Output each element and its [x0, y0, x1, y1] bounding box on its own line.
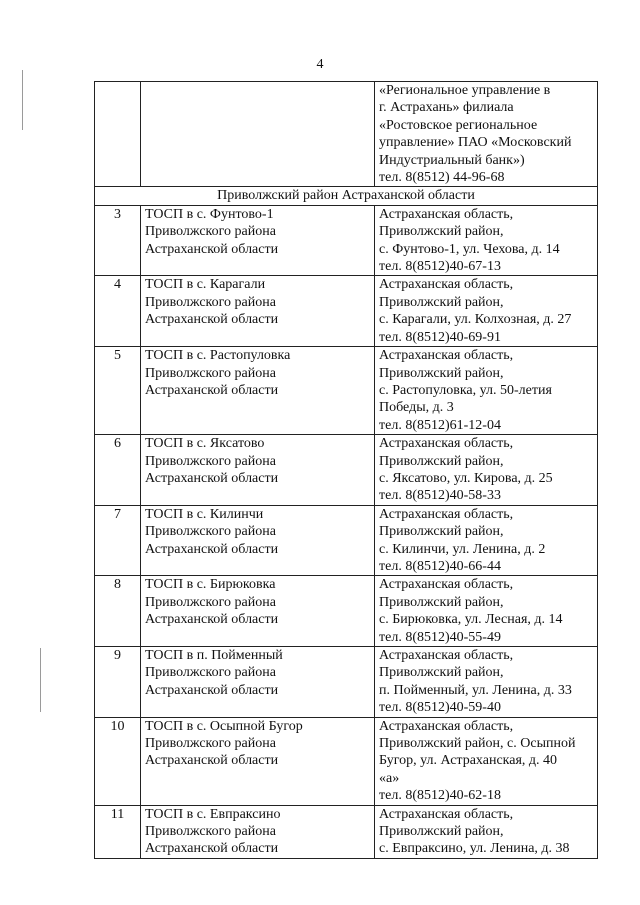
branch-name [141, 276, 375, 347]
branch-name [141, 647, 375, 718]
row-number: 10 [95, 717, 141, 805]
cell-text-line: с. Фунтово-1, ул. Чехова, д. 14 [379, 241, 560, 257]
branch-name [141, 347, 375, 435]
branch-address [375, 435, 598, 506]
cell-text-line: Приволжский район, [379, 224, 504, 240]
cell-text-line: Индустриальный банк») [379, 152, 525, 168]
cell-text-line: Астраханская область, [379, 206, 514, 222]
scan-artifact-mark [22, 70, 23, 130]
row-number: 5 [95, 347, 141, 435]
table-row [95, 276, 598, 347]
branch-address [375, 647, 598, 718]
branch-address [375, 347, 598, 435]
cell-text-line: Астраханской области [145, 470, 279, 486]
cell-text-line: Приволжский район, [379, 453, 504, 469]
cell-text-line: Астраханская область, [379, 506, 514, 522]
cell-text-line: ТОСП в с. Яксатово [145, 436, 265, 452]
cell-text-line: Приволжский район, [379, 824, 504, 840]
cell-text-line: Приволжского района [145, 594, 276, 610]
cell-text-line: Астраханской области [145, 841, 279, 857]
table-row [95, 647, 598, 718]
cell-text-line: тел. 8(8512)40-62-18 [379, 788, 501, 804]
cell-text-line: ТОСП в с. Карагали [145, 277, 266, 293]
scan-artifact-mark [40, 648, 41, 712]
cell-text-line: Приволжский район, с. Осыпной [379, 736, 576, 752]
cell-text-line: «Ростовское региональное [379, 117, 538, 133]
cell-text-line: с. Бирюковка, ул. Лесная, д. 14 [379, 612, 563, 628]
cell-text-line: Приволжского района [145, 294, 276, 310]
table-row [95, 347, 598, 435]
cell-text-line: п. Пойменный, ул. Ленина, д. 33 [379, 682, 572, 698]
cell-text-line: Астраханская область, [379, 348, 514, 364]
branch-address [375, 82, 598, 187]
cell-text-line: с. Карагали, ул. Колхозная, д. 27 [379, 312, 572, 328]
table-row-continued [95, 82, 598, 187]
cell-text-line: с. Килинчи, ул. Ленина, д. 2 [379, 541, 546, 557]
cell-text-line: г. Астрахань» филиала [379, 100, 514, 116]
branch-name [141, 805, 375, 858]
table-row [95, 435, 598, 506]
cell-text-line: тел. 8(8512)40-66-44 [379, 558, 501, 574]
cell-text-line: Приволжского района [145, 524, 276, 540]
cell-text-line: Астраханской области [145, 382, 279, 398]
cell-text-line: Победы, д. 3 [379, 400, 454, 416]
cell-text-line: тел. 8(8512)40-55-49 [379, 629, 501, 645]
cell-text-line: ТОСП в с. Растопуловка [145, 348, 291, 364]
branch-name [141, 82, 375, 187]
branch-address [375, 717, 598, 805]
row-number [95, 82, 141, 187]
cell-text-line: ТОСП в п. Пойменный [145, 648, 283, 663]
row-number: 3 [95, 205, 141, 276]
branch-name [141, 576, 375, 647]
cell-text-line: тел. 8(8512) 44-96-68 [379, 170, 505, 186]
cell-text-line: Астраханской области [145, 312, 279, 328]
table-row [95, 576, 598, 647]
row-number: 7 [95, 505, 141, 576]
cell-text-line: тел. 8(8512)40-58-33 [379, 488, 501, 504]
cell-text-line: Приволжского района [145, 665, 276, 681]
cell-text-line: тел. 8(8512)61-12-04 [379, 417, 501, 433]
cell-text-line: с. Евпраксино, ул. Ленина, д. 38 [379, 841, 570, 857]
cell-text-line: Приволжского района [145, 824, 276, 840]
cell-text-line: Бугор, ул. Астраханская, д. 40 [379, 753, 558, 769]
page-number: 4 [316, 57, 324, 72]
cell-text-line: Астраханской области [145, 753, 279, 769]
cell-text-line: Приволжского района [145, 453, 276, 469]
cell-text-line: Астраханская область, [379, 577, 514, 593]
section-title: Приволжский район Астраханской области [95, 187, 598, 205]
row-number: 9 [95, 647, 141, 718]
cell-text-line: Приволжский район, [379, 294, 504, 310]
table-row [95, 717, 598, 805]
branch-name [141, 205, 375, 276]
branch-address [375, 576, 598, 647]
cell-text-line: Астраханская область, [379, 436, 514, 452]
cell-text-line: Приволжский район, [379, 594, 504, 610]
table-row [95, 205, 598, 276]
cell-text-line: Астраханская область, [379, 806, 514, 822]
cell-text-line: Приволжского района [145, 365, 276, 381]
branch-name [141, 435, 375, 506]
cell-text-line: «Региональное управление в [379, 83, 551, 98]
cell-text-line: с. Растопуловка, ул. 50-летия [379, 382, 552, 398]
cell-text-line: Астраханской области [145, 541, 279, 557]
cell-text-line: ТОСП в с. Фунтово-1 [145, 206, 274, 222]
cell-text-line: Астраханская область, [379, 277, 514, 293]
branch-name [141, 505, 375, 576]
cell-text-line: ТОСП в с. Бирюковка [145, 577, 276, 593]
cell-text-line: тел. 8(8512)40-67-13 [379, 259, 501, 275]
cell-text-line: Приволжский район, [379, 365, 504, 381]
cell-text-line: управление» ПАО «Московский [379, 135, 572, 151]
cell-text-line: тел. 8(8512)40-59-40 [379, 700, 501, 716]
cell-text-line: Приволжского района [145, 736, 276, 752]
row-number: 4 [95, 276, 141, 347]
row-number: 8 [95, 576, 141, 647]
branch-address [375, 276, 598, 347]
row-number: 6 [95, 435, 141, 506]
cell-text-line: «а» [379, 770, 400, 786]
cell-text-line: Приволжского района [145, 224, 276, 240]
cell-text-line: с. Яксатово, ул. Кирова, д. 25 [379, 470, 553, 486]
table-row [95, 805, 598, 858]
cell-text-line: Астраханская область, [379, 718, 514, 734]
branch-address [375, 505, 598, 576]
cell-text-line: ТОСП в с. Осыпной Бугор [145, 718, 303, 734]
cell-text-line: Астраханской области [145, 682, 279, 698]
branch-name [141, 717, 375, 805]
cell-text-line: Астраханская область, [379, 648, 514, 663]
row-number: 11 [95, 805, 141, 858]
cell-text-line: Приволжский район, [379, 665, 504, 681]
section-row [95, 187, 598, 205]
cell-text-line: ТОСП в с. Евпраксино [145, 806, 281, 822]
branch-address [375, 205, 598, 276]
branch-address [375, 805, 598, 858]
table-row [95, 505, 598, 576]
branch-table [94, 81, 598, 859]
cell-text-line: тел. 8(8512)40-69-91 [379, 329, 501, 345]
cell-text-line: Приволжский район, [379, 524, 504, 540]
cell-text-line: Астраханской области [145, 241, 279, 257]
cell-text-line: ТОСП в с. Килинчи [145, 506, 264, 522]
cell-text-line: Астраханской области [145, 612, 279, 628]
